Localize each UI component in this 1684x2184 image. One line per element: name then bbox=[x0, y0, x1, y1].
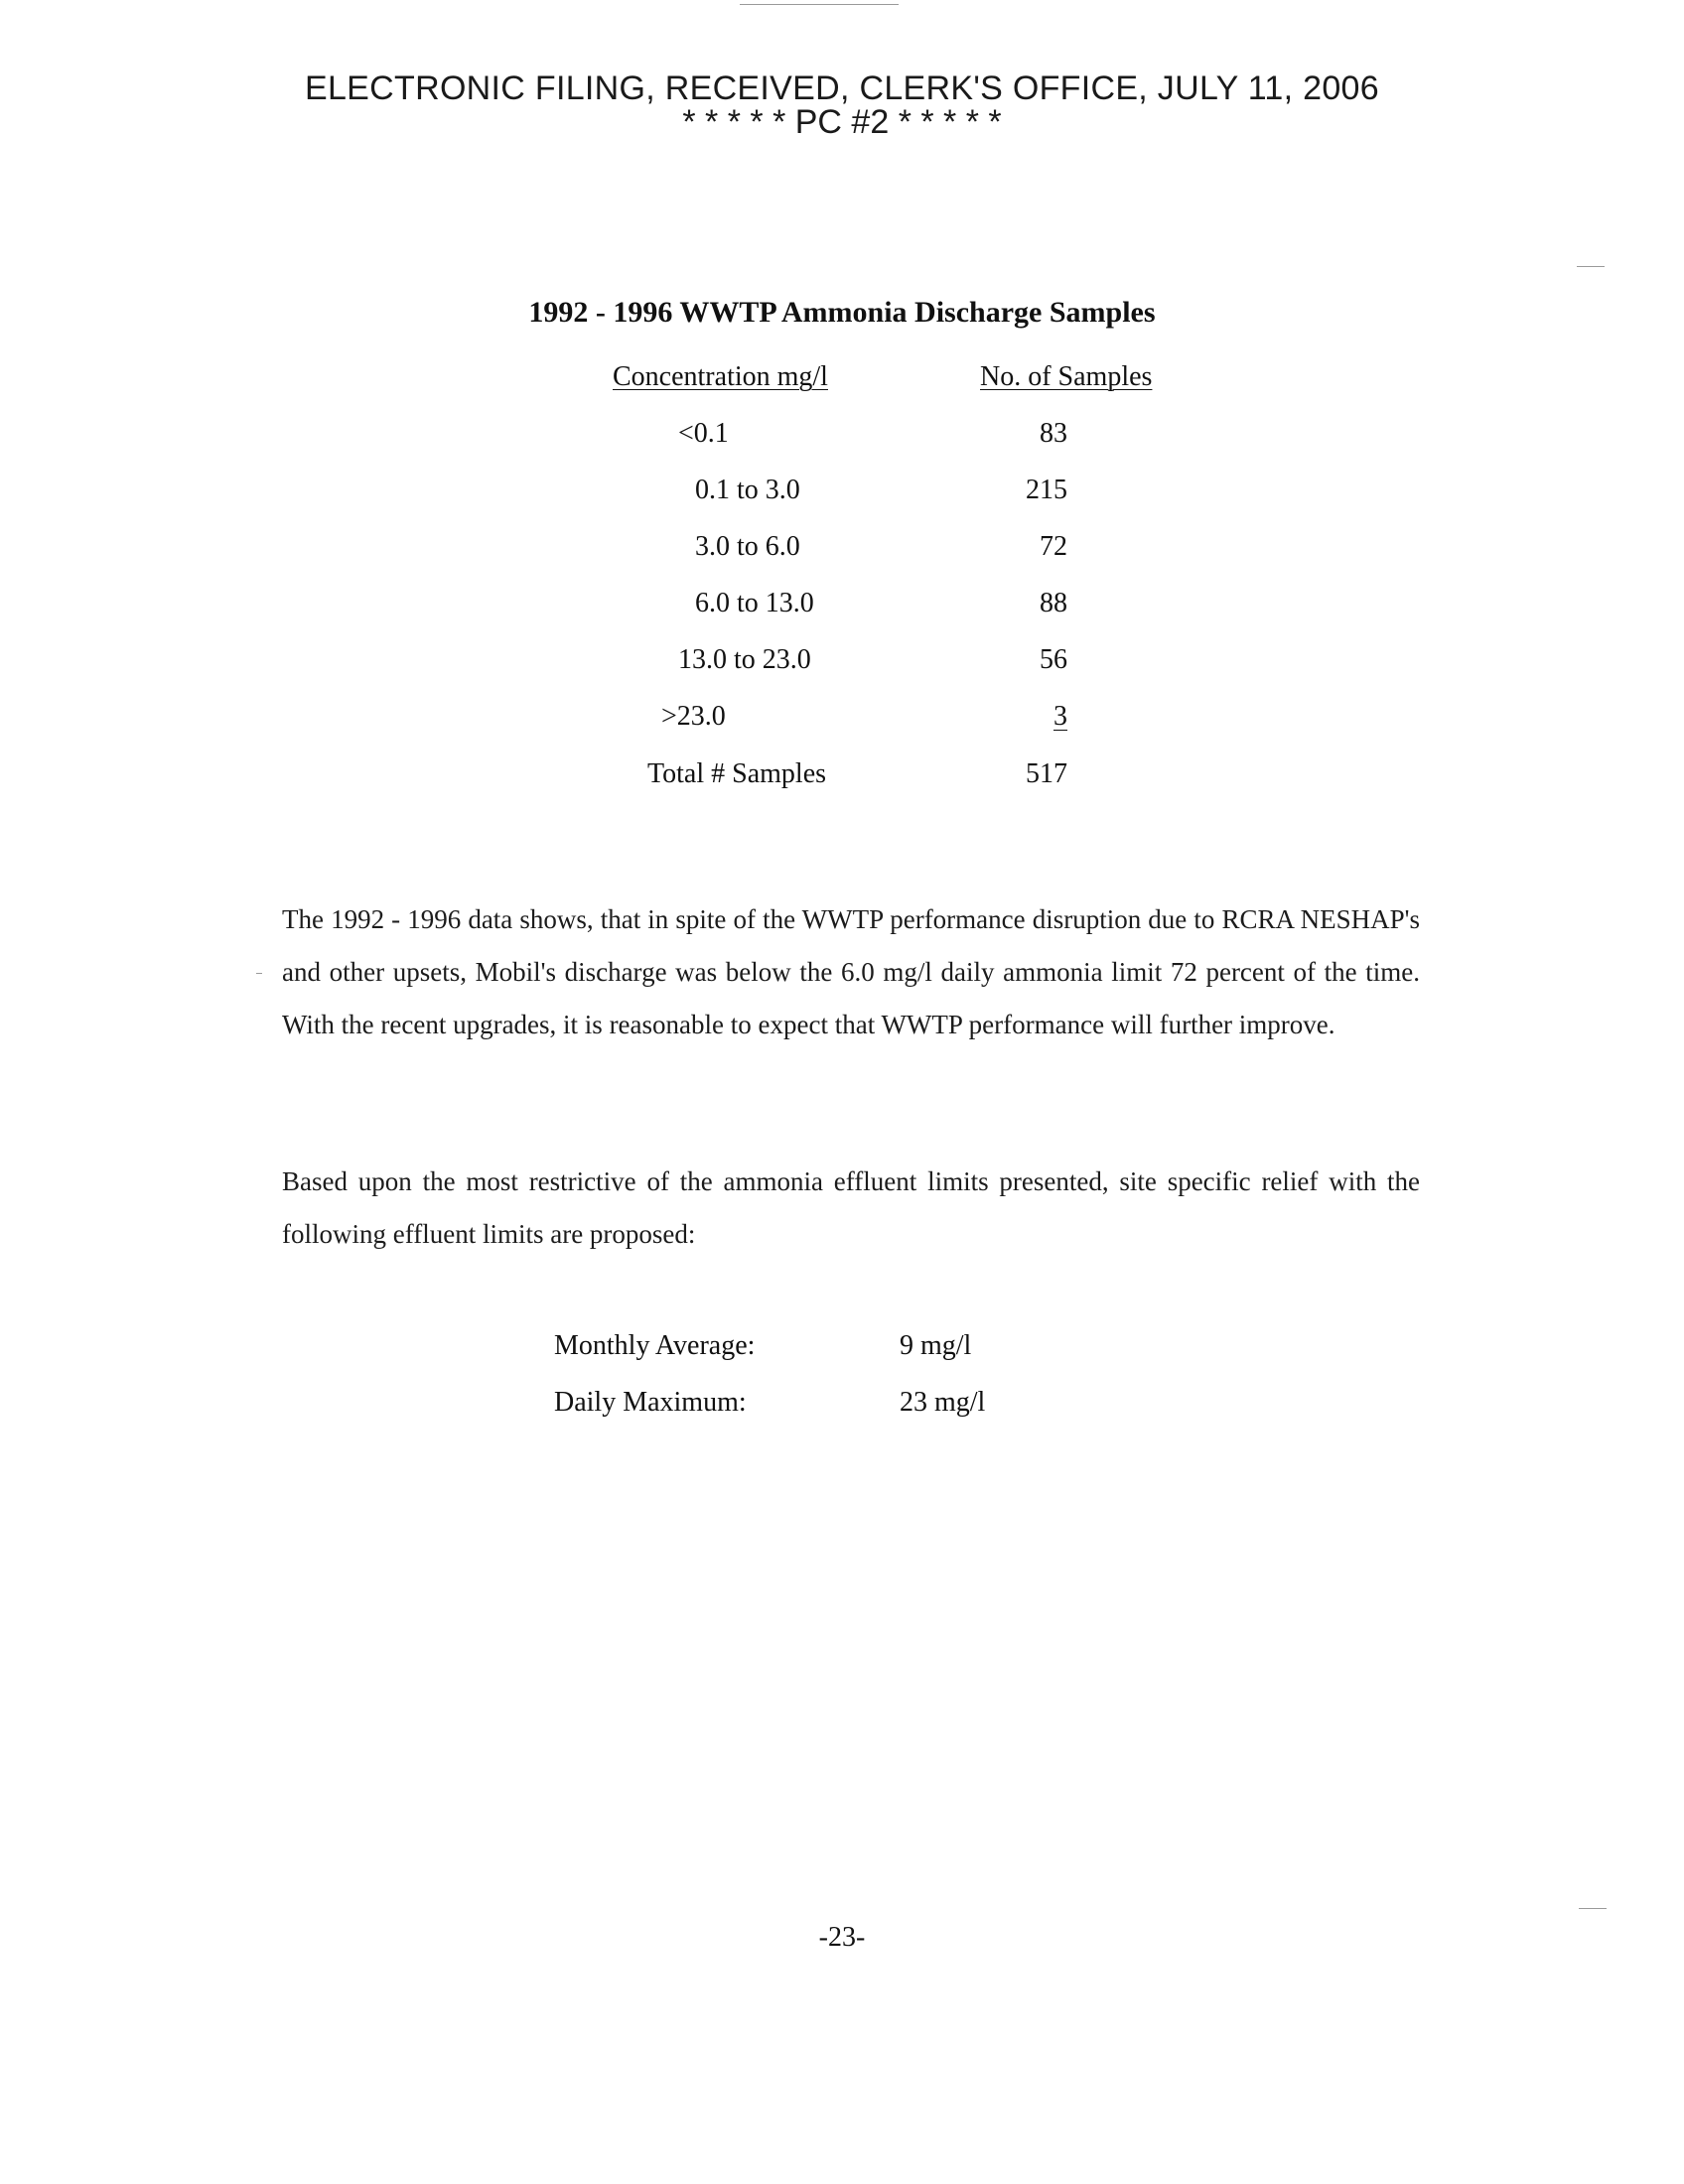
limit-label: Daily Maximum: bbox=[554, 1387, 747, 1418]
table-cell-samples-value: 3 bbox=[1053, 701, 1067, 732]
column-header-concentration: Concentration mg/l bbox=[613, 361, 828, 392]
scan-artifact bbox=[1577, 266, 1605, 267]
limit-label: Monthly Average: bbox=[554, 1330, 756, 1361]
paragraph-proposed-limits: Based upon the most restrictive of the ammonia effluent limits presented, site specific relief with the following effluent limits are proposed: bbox=[282, 1166, 1420, 1249]
paragraph-data-summary: The 1992 - 1996 data shows, that in spite of the WWTP performance disruption due to RCRA NESHAP's and other upsets, Mobil's discharge was below the 6.0 mg/l daily ammonia limit 72 percent of the time. With the recent upgrades, it is reasonable to expect that WWTP performance will further improve. bbox=[282, 904, 1420, 1039]
table-total-value: 517 bbox=[1026, 758, 1067, 789]
page-number: -23- bbox=[818, 1922, 866, 1953]
table-cell-samples: 83 bbox=[1040, 418, 1067, 449]
table-cell-concentration: <0.1 bbox=[678, 418, 729, 449]
table-cell-concentration: 13.0 to 23.0 bbox=[678, 644, 811, 675]
public-comment-number: * * * * * PC #2 * * * * * bbox=[682, 103, 1002, 141]
column-header-samples: No. of Samples bbox=[980, 361, 1153, 392]
table-title: 1992 - 1996 WWTP Ammonia Discharge Samples bbox=[528, 296, 1156, 329]
limit-value: 9 mg/l bbox=[900, 1330, 972, 1361]
table-cell-samples: 72 bbox=[1040, 531, 1067, 562]
table-cell-samples bbox=[948, 701, 1067, 733]
scan-artifact bbox=[1579, 1908, 1607, 1909]
table-total-label: Total # Samples bbox=[647, 758, 827, 789]
scan-artifact bbox=[740, 4, 899, 5]
table-cell-concentration: 0.1 to 3.0 bbox=[695, 475, 800, 505]
table-cell-concentration: 3.0 to 6.0 bbox=[695, 531, 800, 562]
table-cell-samples: 88 bbox=[1040, 588, 1067, 618]
table-cell-concentration: 6.0 to 13.0 bbox=[695, 588, 814, 618]
table-cell-samples: 215 bbox=[1026, 475, 1067, 505]
limit-value: 23 mg/l bbox=[900, 1387, 986, 1418]
scan-artifact bbox=[256, 973, 262, 974]
filing-stamp-line: ELECTRONIC FILING, RECEIVED, CLERK'S OFFICE, JULY 11, 2006 bbox=[305, 69, 1379, 107]
table-cell-concentration: >23.0 bbox=[661, 701, 726, 732]
table-cell-samples: 56 bbox=[1040, 644, 1067, 675]
